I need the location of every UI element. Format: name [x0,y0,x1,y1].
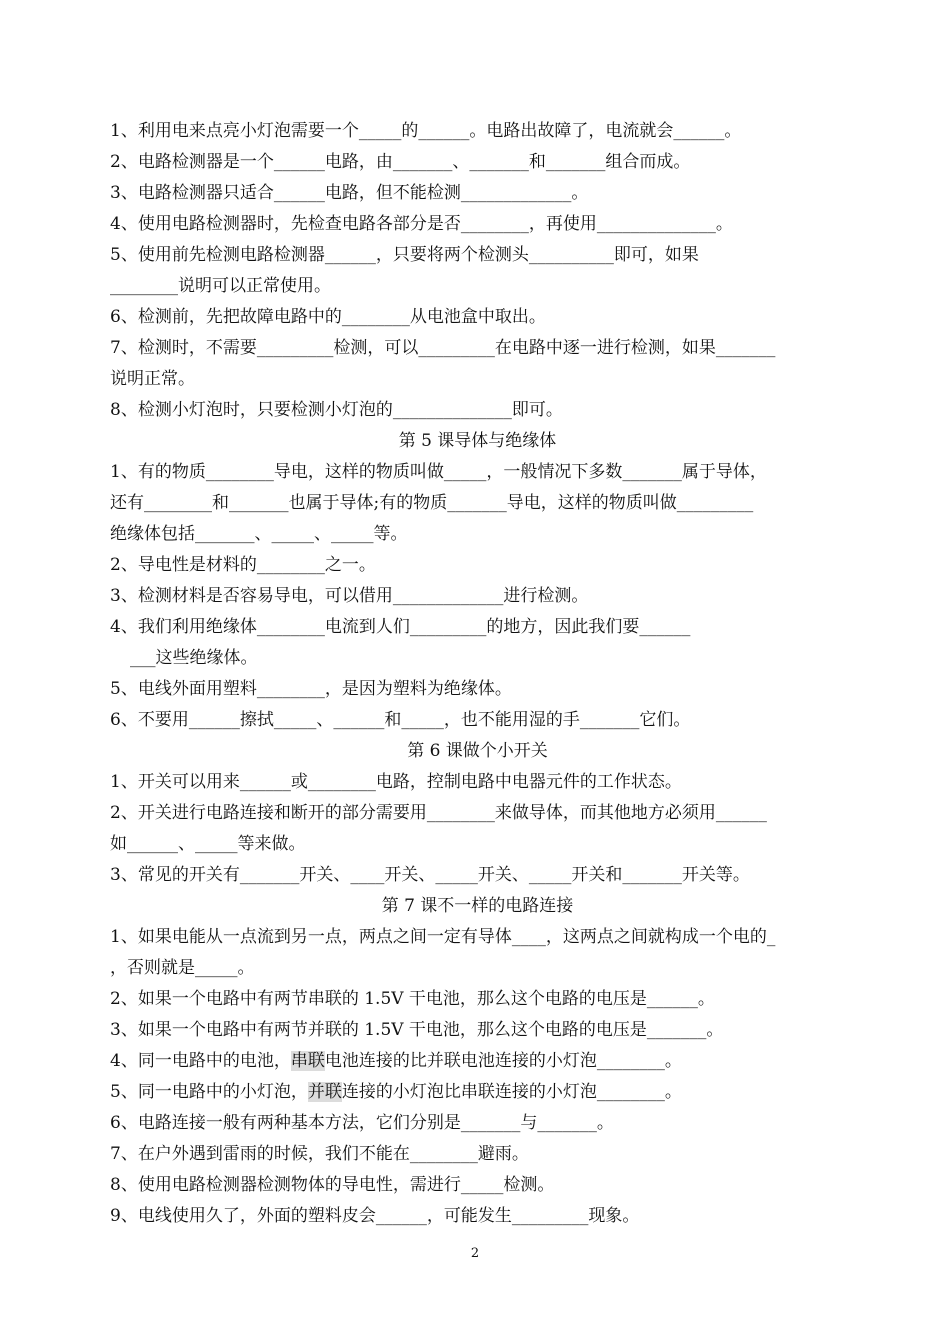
question-line: 3、如果一个电路中有两节并联的 1.5V 干电池，那么这个电路的电压是_______。 [110,1020,724,1040]
highlighted-term: 串联 [290,1051,325,1071]
question-line: 8、检测小灯泡时，只要检测小灯泡的______________即可。 [110,400,563,420]
worksheet-content [110,116,845,1232]
question-line: 5、使用前先检测电路检测器______，只要将两个检测头__________即可，如果 [110,245,699,265]
question-continuation: ________说明可以正常使用。 [110,276,331,296]
question-line: 1、如果电能从一点流到另一点，两点之间一定有导体____，这两点之间就构成一个电的_ [110,927,776,947]
question-continuation: 说明正常。 [110,369,195,389]
text-segment: 4、同一电路中的电池， [110,1051,291,1071]
question-line: 2、如果一个电路中有两节串联的 1.5V 干电池，那么这个电路的电压是______。 [110,989,715,1009]
question-line: 2、开关进行电路连接和断开的部分需要用________来做导体，而其他地方必须用______ [110,803,767,823]
question-line: 2、电路检测器是一个______电路，由_______、_______和_______组合而成。 [110,152,691,172]
section-heading: 第 7 课不一样的电路连接 [381,896,574,916]
highlighted-term: 并联 [307,1082,342,1102]
page-number: 2 [470,1246,480,1261]
question-line: 1、有的物质________导电，这样的物质叫做_____，一般情况下多数_______属于导体， [110,462,767,482]
question-line: 8、使用电路检测器检测物体的导电性，需进行_____检测。 [110,1175,555,1195]
question-line [110,1046,845,1077]
question-line [110,1077,845,1108]
question-line: 6、检测前，先把故障电路中的________从电池盒中取出。 [110,307,546,327]
question-line: 3、电路检测器只适合______电路，但不能检测_____________。 [110,183,589,203]
question-line: 3、检测材料是否容易导电，可以借用_____________进行检测。 [110,586,589,606]
question-line: 1、开关可以用来______或________电路，控制电路中电器元件的工作状态。 [110,772,682,792]
section-heading: 第 6 课做个小开关 [407,741,548,761]
question-continuation: ，否则就是_____。 [110,958,255,978]
text-segment: 5、同一电路中的小灯泡， [110,1082,308,1102]
question-continuation: 如______、_____等来做。 [110,834,306,854]
question-line: 4、我们利用绝缘体________电流到人们_________的地方，因此我们要______ [110,617,691,637]
question-line: 5、电线外面用塑料________，是因为塑料为绝缘体。 [110,679,512,699]
text-segment: 电池连接的比并联电池连接的小灯泡________。 [324,1051,682,1071]
text-segment: 连接的小灯泡比串联连接的小灯泡________。 [341,1082,682,1102]
question-line: 9、电线使用久了，外面的塑料皮会______，可能发生_________现象。 [110,1206,640,1226]
question-line: 6、电路连接一般有两种基本方法，它们分别是_______与_______。 [110,1113,614,1133]
question-line: 3、常见的开关有_______开关、____开关、_____开关、_____开关和_______开关等。 [110,865,750,885]
question-line: 7、检测时，不需要_________检测，可以_________在电路中逐一进行检测，如果_______ [110,338,776,358]
question-line: 1、利用电来点亮小灯泡需要一个_____的______。电路出故障了，电流就会______。 [110,121,742,141]
question-continuation: ___这些绝缘体。 [130,648,258,668]
question-line: 4、使用电路检测器时，先检查电路各部分是否________，再使用______________。 [110,214,733,234]
question-continuation: 还有________和_______也属于导体;有的物质_______导电，这样的物质叫做_________ [110,493,754,513]
question-line: 6、不要用______擦拭_____、______和_____，也不能用湿的手_______它们。 [110,710,691,730]
question-continuation: 绝缘体包括_______、_____、_____等。 [110,524,408,544]
question-line: 7、在户外遇到雷雨的时候，我们不能在________避雨。 [110,1144,529,1164]
question-line: 2、导电性是材料的________之一。 [110,555,376,575]
section-heading: 第 5 课导体与绝缘体 [398,431,557,451]
